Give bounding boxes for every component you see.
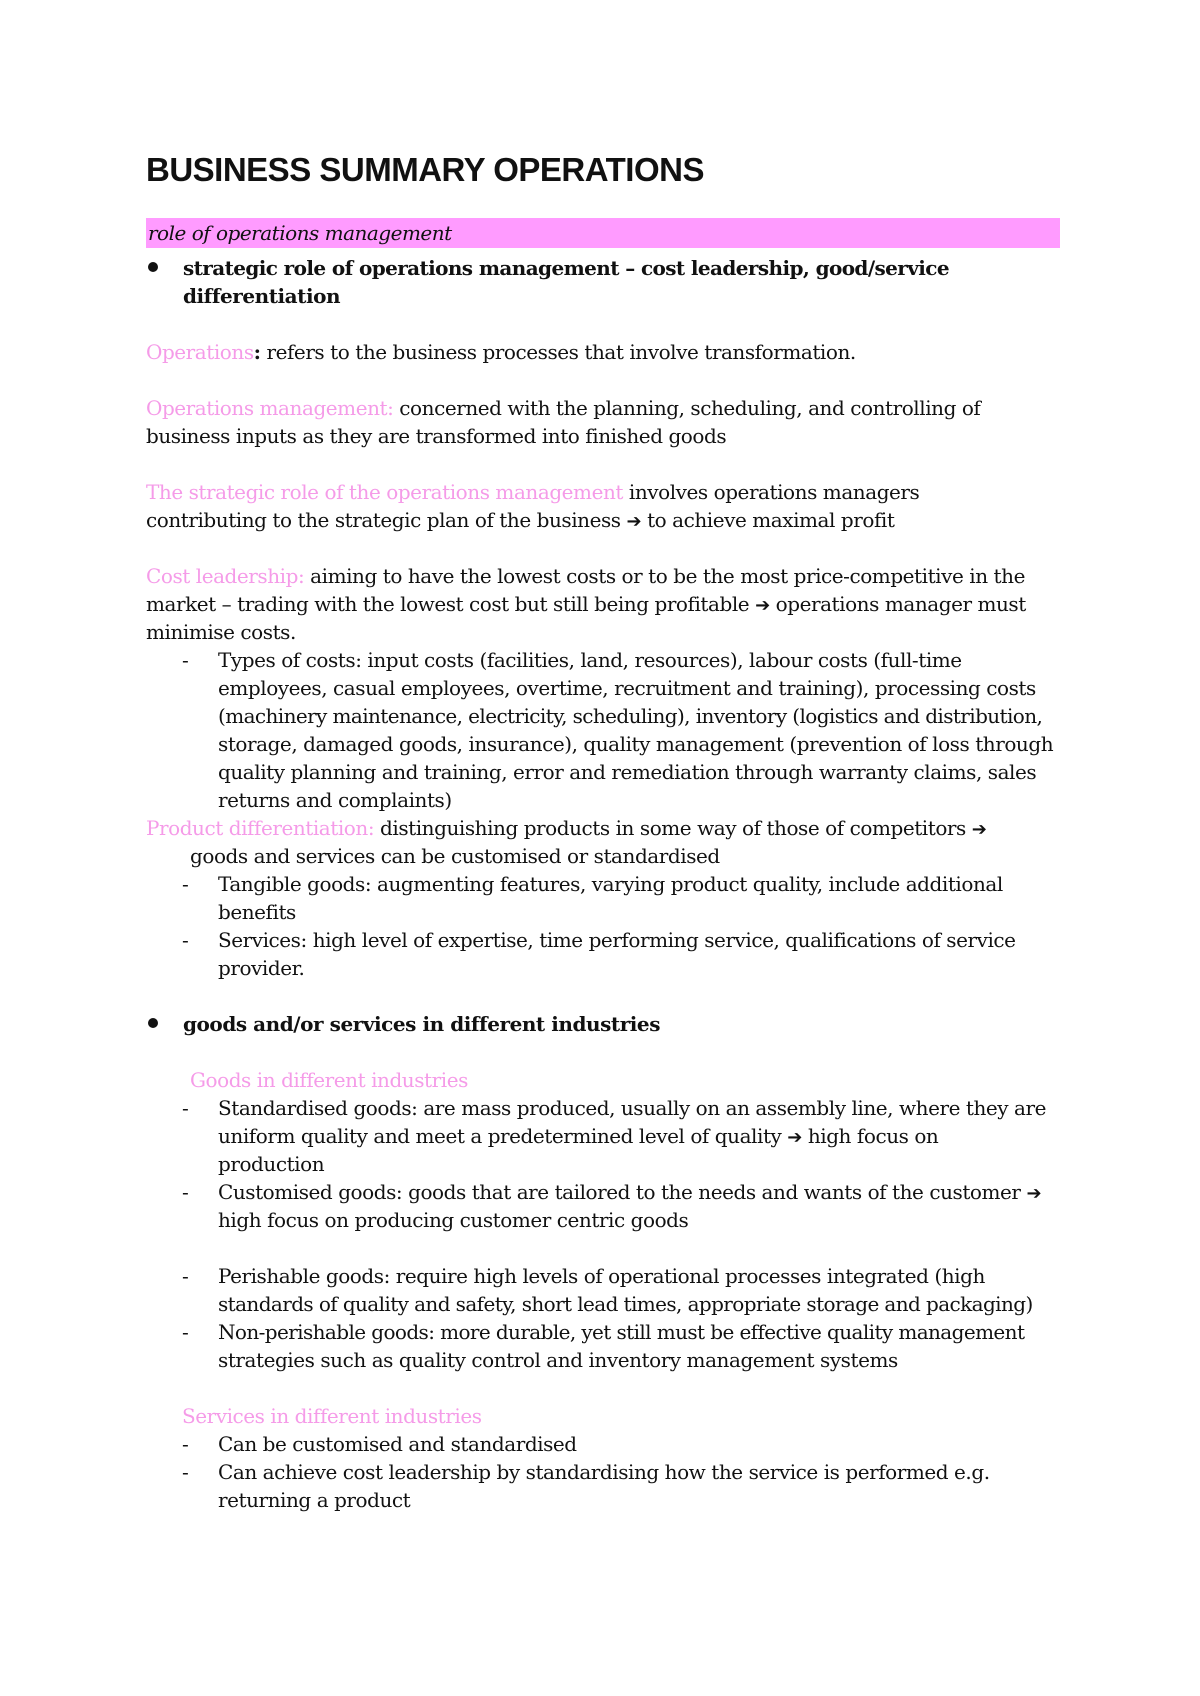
arrow-right-icon: ➔ xyxy=(626,511,642,532)
bullet-heading-line: strategic role of operations management – cost leadership, good/service xyxy=(183,256,949,280)
definition-text: refers to the business processes that involve transformation. xyxy=(260,340,856,364)
list-item-line: (machinery maintenance, electricity, scheduling), inventory (logistics and distribution, xyxy=(218,704,1043,728)
list-item-line: high focus on producing customer centric goods xyxy=(218,1208,689,1232)
definition-text: distinguishing products in some way of those of competitors xyxy=(374,816,972,840)
definition-product-differentiation xyxy=(146,814,986,844)
list-item-line: production xyxy=(218,1152,325,1176)
definition-operations xyxy=(146,338,856,366)
arrow-right-icon: ➔ xyxy=(1026,1183,1042,1204)
definition-text-line xyxy=(146,506,894,536)
definition-text-line: business inputs as they are transformed into finished goods xyxy=(146,424,727,448)
list-item-line xyxy=(218,1178,1041,1208)
definition-strategic-role xyxy=(146,478,919,506)
text-segment: market – trading with the lowest cost but still being profitable xyxy=(146,592,756,616)
text-segment: contributing to the strategic plan of the business xyxy=(146,508,627,532)
text-segment: Customised goods: goods that are tailored to the needs and wants of the customer xyxy=(218,1180,1027,1204)
subheading-services: Services in different industries xyxy=(182,1404,482,1428)
text-segment: high focus on xyxy=(801,1124,939,1148)
definition-text: involves operations managers xyxy=(622,480,920,504)
term-product-differentiation: Product differentiation: xyxy=(146,816,375,840)
definition-text-line: goods and services can be customised or standardised xyxy=(190,844,720,868)
definition-cost-leadership xyxy=(146,562,1025,590)
list-item-line xyxy=(218,1122,938,1152)
dash-marker: - xyxy=(182,1460,189,1484)
term-cost-leadership: Cost leadership: xyxy=(146,564,305,588)
list-item-line: returning a product xyxy=(218,1488,411,1512)
dash-marker: - xyxy=(182,1320,189,1344)
bullet-dot-icon xyxy=(148,262,158,272)
list-item-line: Can be customised and standardised xyxy=(218,1432,577,1456)
list-item-line: strategies such as quality control and inventory management systems xyxy=(218,1348,898,1372)
text-segment: to achieve maximal profit xyxy=(641,508,895,532)
dash-marker: - xyxy=(182,872,189,896)
term-strategic-role: The strategic role of the operations management xyxy=(146,480,623,504)
subheading-goods: Goods in different industries xyxy=(190,1068,468,1092)
list-item-line: employees, casual employees, overtime, recruitment and training), processing costs xyxy=(218,676,1036,700)
dash-marker: - xyxy=(182,1180,189,1204)
term-operations: Operations xyxy=(146,340,254,364)
list-item-line: Types of costs: input costs (facilities, land, resources), labour costs (full-time xyxy=(218,648,962,672)
text-segment: operations manager must xyxy=(769,592,1026,616)
dash-marker: - xyxy=(182,1264,189,1288)
dash-marker: - xyxy=(182,928,189,952)
definition-text-line: minimise costs. xyxy=(146,620,296,644)
definition-text-line xyxy=(146,590,1026,620)
document-title: BUSINESS SUMMARY OPERATIONS xyxy=(146,151,704,188)
text-segment: uniform quality and meet a predetermined level of quality xyxy=(218,1124,788,1148)
arrow-right-icon: ➔ xyxy=(971,819,987,840)
bullet-heading-line: goods and/or services in different industries xyxy=(183,1012,661,1036)
definition-operations-management xyxy=(146,394,980,422)
dash-marker: - xyxy=(182,1432,189,1456)
dash-marker: - xyxy=(182,1096,189,1120)
term-colon: : xyxy=(253,340,261,364)
list-item-line: Can achieve cost leadership by standardising how the service is performed e.g. xyxy=(218,1460,990,1484)
list-item-line: Services: high level of expertise, time performing service, qualifications of service xyxy=(218,928,1016,952)
list-item-line: Tangible goods: augmenting features, varying product quality, include additional xyxy=(218,872,1003,896)
arrow-right-icon: ➔ xyxy=(755,595,770,616)
definition-text: concerned with the planning, scheduling, and controlling of xyxy=(393,396,981,420)
list-item-line: Non-perishable goods: more durable, yet still must be effective quality management xyxy=(218,1320,1025,1344)
list-item-line: quality planning and training, error and remediation through warranty claims, sales xyxy=(218,760,1037,784)
list-item-line: storage, damaged goods, insurance), quality management (prevention of loss through xyxy=(218,732,1054,756)
arrow-right-icon: ➔ xyxy=(787,1127,802,1148)
bullet-dot-icon xyxy=(148,1018,158,1028)
list-item-line: returns and complaints) xyxy=(218,788,452,812)
dash-marker: - xyxy=(182,648,189,672)
definition-text: aiming to have the lowest costs or to be the most price-competitive in the xyxy=(304,564,1025,588)
list-item-line: Standardised goods: are mass produced, usually on an assembly line, where they are xyxy=(218,1096,1047,1120)
list-item-line: benefits xyxy=(218,900,296,924)
term-operations-management: Operations management: xyxy=(146,396,394,420)
list-item-line: Perishable goods: require high levels of operational processes integrated (high xyxy=(218,1264,985,1288)
bullet-heading-line: differentiation xyxy=(183,284,341,308)
list-item-line: standards of quality and safety, short lead times, appropriate storage and packaging) xyxy=(218,1292,1033,1316)
section-heading: role of operations management xyxy=(148,221,452,245)
list-item-line: provider. xyxy=(218,956,305,980)
